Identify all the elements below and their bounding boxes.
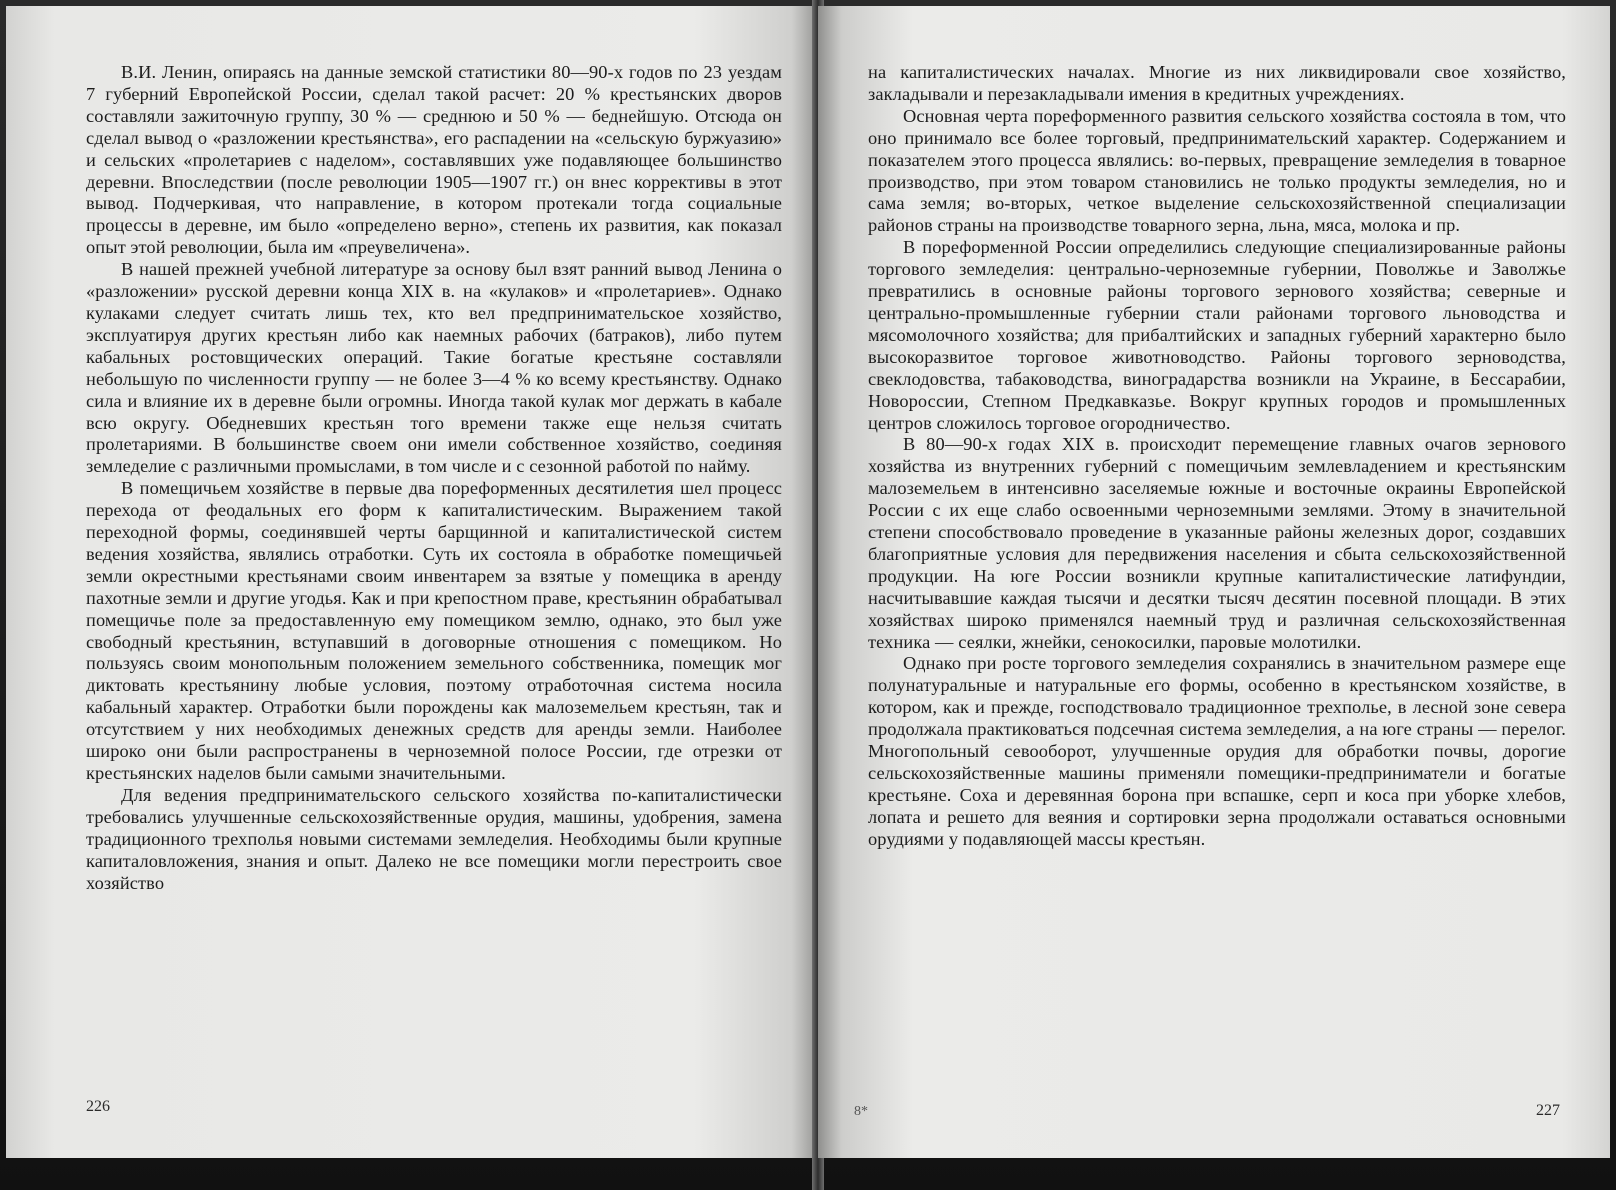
right-paragraph-2: Основная черта пореформенного развития сельского хозяйства состояла в том, что оно принимало все более торговый, предпринимательский характер. Содержанием и показателем этого процесса являлись: во-первых, превращение земледелия в товарное производство, при этом товаром становились не только продукты земледелия, но и сама земля; во-вторых, четкое выделение сельскохозяйственной специализации районов страны на производстве товарного зерна, льна, мяса, молока и пр. <box>868 105 1566 236</box>
right-page <box>818 6 1610 1158</box>
right-paragraph-5: Однако при росте торгового земледелия сохранялись в значительном размере еще полунатуральные и натуральные его формы, особенно в крестьянском хозяйстве, в котором, как и прежде, господствовало традиционное трехполье, в лесной зоне севера продолжала практиковаться подсечная система земледелия, а на юге страны — перелог. Многопольный севооборот, улучшенные орудия для обработки почвы, дорогие сельскохозяйственные машины применяли помещики-предприниматели и богатые крестьяне. Соха и деревянная борона при вспашке, серп и коса при уборке хлебов, лопата и решето для веяния и сортировки зерна продолжали оставаться основными орудиями у подавляющей массы крестьян. <box>868 653 1566 849</box>
left-paragraph-1: В.И. Ленин, опираясь на данные земской статистики 80—90-х годов по 23 уездам 7 губерний Европейской России, сделал такой расчет: 20 % крестьянских дворов составляли зажиточную группу, 30 % — среднюю и 50 % — беднейшую. Отсюда он сделал вывод о «разложении крестьянства», его распадении на «сельскую буржуазию» и сельских «пролетариев с наделом», составлявших уже подавляющее большинство деревни. Впоследствии (после революции 1905—1907 гг.) он внес коррективы в этот вывод. Подчеркивая, что направление, в котором протекали тогда социальные процессы в деревне, им было «определено верно», степень их развития, как показал опыт этой революции, была им «преувеличена». <box>86 62 782 258</box>
printer-signature-mark: 8* <box>854 1104 868 1119</box>
left-page <box>6 6 816 1158</box>
right-page-text <box>868 62 1566 851</box>
left-paragraph-2: В нашей прежней учебной литературе за основу был взят ранний вывод Ленина о «разложении» русской деревни конца XIX в. на «кулаков» и «пролетариев». Однако кулаками следует считать лишь тех, кто вел предпринимательское хозяйство, эксплуатируя других крестьян либо как наемных рабочих (батраков), либо путем кабальных ростовщических операций. Такие богатые крестьяне составляли небольшую по численности группу — не более 3—4 % ко всему крестьянству. Однако сила и влияние их в деревне были огромны. Иногда такой кулак мог держать в кабале всю округу. Обедневших крестьян того времени также еще нельзя считать пролетариями. В большинстве своем они имели собственное хозяйство, соединяя земледелие с различными промыслами, в том числе и с сезонной работой по найму. <box>86 259 782 477</box>
right-paragraph-3: В пореформенной России определились следующие специализированные районы торгового земледелия: центрально-черноземные губернии, Поволжье и Заволжье превратились в основные районы торгового зернового хозяйства; северные и центрально-промышленные губернии стали районами торгового льноводства и мясомолочного хозяйства; для прибалтийских и западных губерний характерно было высокоразвитое торговое животноводство. Районы торгового зерноводства, свеклодовства, табаководства, виноградарства возникли на Украине, в Бессарабии, Новороссии, Степном Предкавказье. Вокруг крупных городов и промышленных центров сложилось торговое огородничество. <box>868 237 1566 433</box>
left-page-text <box>86 62 782 894</box>
right-paragraph-1: на капиталистических началах. Многие из них ликвидировали свое хозяйство, закладывали и перезакладывали имения в кредитных учреждениях. <box>868 62 1566 104</box>
left-paragraph-4: Для ведения предпринимательского сельского хозяйства по-капиталистически требовались улучшенные сельскохозяйственные орудия, машины, удобрения, замена традиционного трехполья новыми системами земледелия. Необходимы были крупные капиталовложения, знания и опыт. Далеко не все помещики могли перестроить свое хозяйство <box>86 784 782 893</box>
right-paragraph-4: В 80—90-х годах XIX в. происходит перемещение главных очагов зернового хозяйства из внутренних губерний с помещичьим землевладением и крестьянским малоземельем в интенсивно заселяемые южные и восточные окраины Европейской России с их еще слабо освоенными черноземными землями. Этому в значительной степени способствовало проведение в указанные районы железных дорог, создавших благоприятные условия для передвижения населения и сбыта сельскохозяйственной продукции. На юге России возникли крупные капиталистические латифундии, насчитывавшие каждая тысячи и десятки тысяч десятин посевной площади. В этих хозяйствах широко применялся наемный труд и различная сельскохозяйственная техника — сеялки, жнейки, сенокосилки, паровые молотилки. <box>868 434 1566 652</box>
right-page-number: 227 <box>1536 1102 1560 1119</box>
left-paragraph-3: В помещичьем хозяйстве в первые два пореформенных десятилетия шел процесс перехода от феодальных его форм к капиталистическим. Выражением такой переходной формы, соединявшей черты барщинной и капиталистической систем ведения хозяйства, являлись отработки. Суть их состояла в обработке помещичьей земли окрестными крестьянами своим инвентарем за взятые у помещика в аренду пахотные земли и другие угодья. Как и при крепостном праве, крестьянин обрабатывал помещичье поле за предоставленную ему помещиком землю, однако, это был уже свободный крестьянин, вступавший в договорные отношения с помещиком. Но пользуясь своим монопольным положением земельного собственника, помещик мог диктовать крестьянину любые условия, поэтому отработочная система носила кабальный характер. Отработки были порождены как малоземельем крестьян, так и отсутствием у них необходимых денежных средств для аренды земли. Наиболее широко они были распространены в черноземной полосе России, где отрезки от крестьянских наделов были самыми значительными. <box>86 478 782 783</box>
left-page-number: 226 <box>86 1098 110 1115</box>
